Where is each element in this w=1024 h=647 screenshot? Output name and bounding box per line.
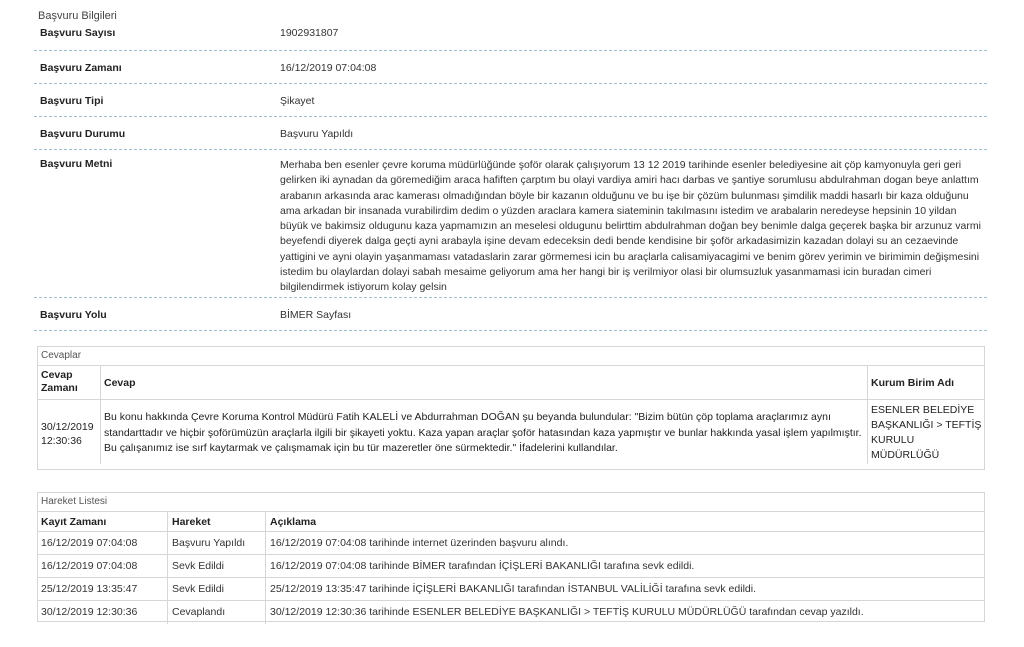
- cevaplar-header-row: [38, 366, 984, 400]
- cevaplar-panel: [37, 346, 985, 470]
- info-label: Başvuru Durumu: [40, 128, 126, 140]
- kayit-zamani: 16/12/2019 07:04:08: [38, 532, 168, 554]
- info-label: Başvuru Yolu: [40, 309, 107, 321]
- basvuru-info: [34, 24, 987, 331]
- cevap-zamani: 30/12/2019 12:30:36: [38, 400, 101, 464]
- info-value: Şikayet: [280, 95, 315, 107]
- aciklama: 16/12/2019 07:04:08 tarihinde internet üzerinden başvuru alındı.: [270, 537, 569, 549]
- info-row-sayi: [34, 24, 987, 51]
- info-row-tip: [34, 84, 987, 117]
- info-label: Başvuru Tipi: [40, 95, 104, 107]
- info-row-metin: [34, 150, 987, 298]
- table-row: [38, 555, 984, 578]
- kayit-zamani: 16/12/2019 07:04:08: [38, 555, 168, 577]
- hareket-title: Hareket Listesi: [38, 493, 984, 512]
- kayit-zamani: 30/12/2019 12:30:36: [38, 601, 168, 624]
- table-row: [38, 532, 984, 555]
- aciklama: 16/12/2019 07:04:08 tarihinde BİMER tarafından İÇİŞLERİ BAKANLIĞI tarafına sevk edildi.: [270, 560, 695, 572]
- header-kurum-birim: Kurum Birim Adı: [871, 377, 955, 389]
- info-value: Merhaba ben esenler çevre koruma müdürlüğünde şoför olarak çalışıyorum 13 12 2019 tarihinde esenler belediyesine ait çöp kamyonuyla geri geri gelirken iki aynadan da göremediğim araca hafiften çarptım bu olayi vardiya amiri hacı darbas ve şantiye sorumlusu abdulrahman dogan beye anlattım arabanın arkasında arac kamerası olmadığından böyle bir kazanın olduğunu ve bu işe bir çözüm bulunması şimdilik maddi hasarlı bir kaza olduğunu ama arkadan bir insanada vurabilirdim dedim o yüzden araclara kamera siateminin takılmasını istedim ve arabalarin neredeyse hepsinin 10 yildan büyük ve bakimsiz oldugunu kaza yapmamızın an meselesi oldugunu belirttim abdulrahman doğan bey benimle dalga geçerek başka bir arzunuz varmi beyefendi diyerek dalga geçti ayni arabayla işine devam edeceksin dedi bende kendisine bir şoför arkadasimizin kazadan dolayi su an cezaevinde yattigini ve ayni olayin yaşanmaması vatadaslarin zarar görmemesi icin bu araçlarla calisamiyacagimi ve benim görev yerimin ve birimimin değişmesini istedim bu olaylardan dolayi sabah mesaime geliyorum ama her hangi bir iş verilmiyor olasi bir olumsuzluk yasanmamasi icin buradan cimeri bilgilendirmek istiyorum kolay gelsin: [280, 159, 981, 294]
- hareket-type: Başvuru Yapıldı: [168, 532, 266, 554]
- info-row-yol: [34, 298, 987, 331]
- info-label: Başvuru Zamanı: [40, 62, 122, 74]
- header-cevap: Cevap: [101, 366, 868, 399]
- hareket-type: Sevk Edildi: [168, 578, 266, 600]
- table-row: [38, 601, 984, 624]
- table-row: [38, 400, 984, 464]
- header-hareket: Hareket: [168, 512, 266, 531]
- info-label: Başvuru Sayısı: [40, 27, 116, 39]
- hareket-header-row: [38, 512, 984, 532]
- info-value: 1902931807: [280, 27, 339, 39]
- info-value: BİMER Sayfası: [280, 309, 352, 321]
- info-value: 16/12/2019 07:04:08: [280, 62, 377, 74]
- header-kayit-zamani: Kayıt Zamanı: [38, 512, 168, 531]
- hareket-type: Sevk Edildi: [168, 555, 266, 577]
- cevaplar-title: Cevaplar: [38, 347, 984, 366]
- hareket-type: Cevaplandı: [168, 601, 266, 624]
- table-row: [38, 578, 984, 601]
- cevap-metni: Bu konu hakkında Çevre Koruma Kontrol Müdürü Fatih KALELİ ve Abdurrahman DOĞAN şu beyanda bulundular: "Bizim bütün çöp toplama araçlarımız aynı standarttadır ve hiçbir şoförümüzün araçlarla ilgili bir şikayeti yoktu. Kaza yapan araçlar şoför hatasından kaza yapmıştır ve bunlar hakkında yasal işlem yapılmıştır. Bu çalışanımız ise sırf kaytarmak ve çalışmamak için bu tür mazeretler öne sürmektedir." İfadelerini kullandılar.: [101, 400, 868, 464]
- hareket-listesi-panel: [37, 492, 985, 622]
- header-cevap-zamani: Cevap Zamanı: [38, 366, 101, 399]
- info-label: Başvuru Metni: [40, 158, 113, 170]
- info-value: Başvuru Yapıldı: [280, 128, 354, 140]
- aciklama: 25/12/2019 13:35:47 tarihinde İÇİŞLERİ BAKANLIĞI tarafından İSTANBUL VALİLİĞİ tarafına sevk edildi.: [270, 583, 756, 595]
- info-row-zaman: [34, 51, 987, 84]
- kurum-birim: ESENLER BELEDİYE BAŞKANLIĞI > TEFTİŞ KURULU MÜDÜRLÜĞÜ: [871, 404, 982, 461]
- info-row-durum: [34, 117, 987, 150]
- kayit-zamani: 25/12/2019 13:35:47: [38, 578, 168, 600]
- aciklama: 30/12/2019 12:30:36 tarihinde ESENLER BELEDİYE BAŞKANLIĞI > TEFTİŞ KURULU MÜDÜRLÜĞÜ tarafından cevap yazıldı.: [270, 606, 864, 618]
- basvuru-section-title: Başvuru Bilgileri: [38, 10, 117, 22]
- header-aciklama: Açıklama: [270, 516, 317, 528]
